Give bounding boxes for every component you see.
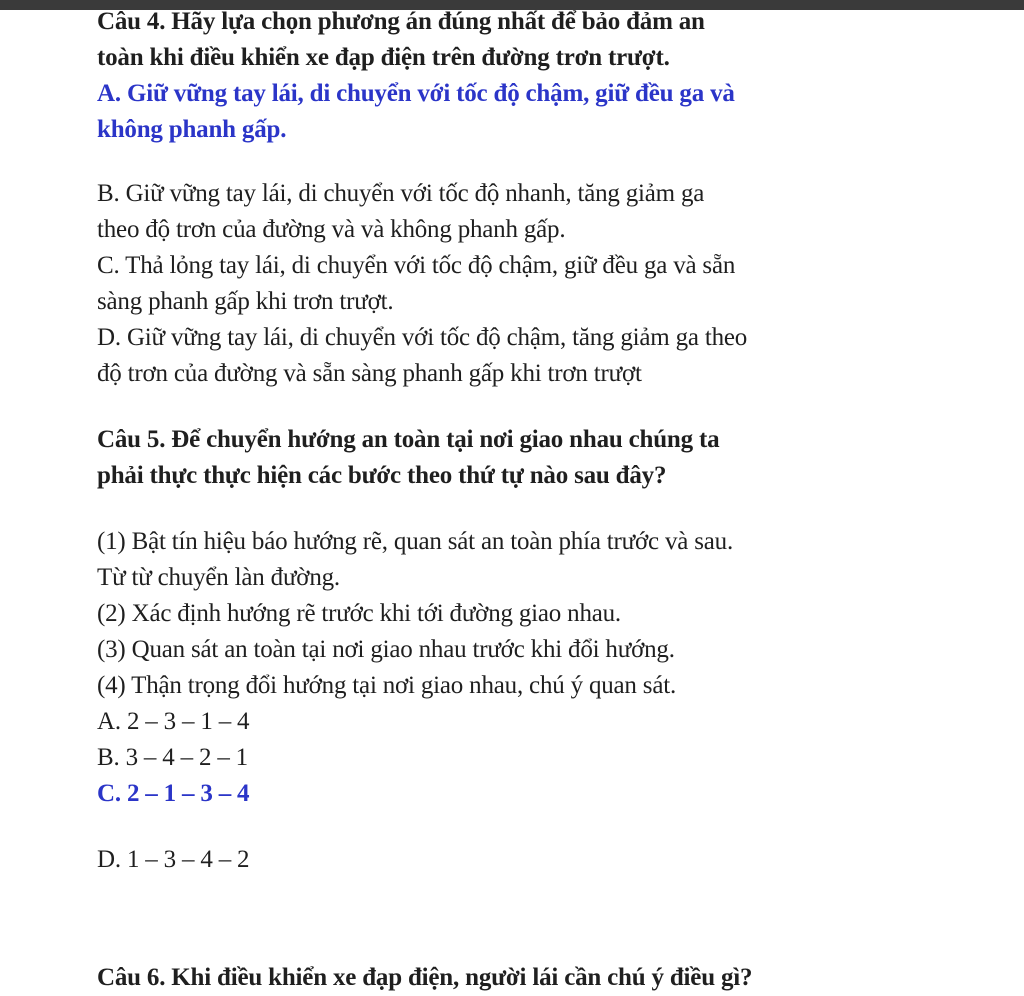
q4-option-b-line1: B. Giữ vững tay lái, di chuyển với tốc độ nhanh, tăng giảm ga (97, 180, 705, 207)
q4-option-c-line1: C. Thả lỏng tay lái, di chuyển với tốc độ chậm, giữ đều ga và sẵn (97, 252, 736, 279)
q5-question-line2: phải thực thực hiện các bước theo thứ tự nào sau đây? (97, 462, 667, 489)
q5-step1-line1: (1) Bật tín hiệu báo hướng rẽ, quan sát an toàn phía trước và sau. (97, 528, 733, 555)
q5-step4: (4) Thận trọng đổi hướng tại nơi giao nhau, chú ý quan sát. (97, 672, 677, 699)
q5-option-a: A. 2 – 3 – 1 – 4 (97, 708, 250, 735)
q4-option-a-line2: không phanh gấp. (97, 116, 287, 143)
q4-option-d-line1: D. Giữ vững tay lái, di chuyển với tốc độ chậm, tăng giảm ga theo (97, 324, 748, 351)
q4-question-line2: toàn khi điều khiển xe đạp điện trên đường trơn trượt. (97, 44, 670, 71)
q5-option-c: C. 2 – 1 – 3 – 4 (97, 780, 250, 807)
q5-option-d: D. 1 – 3 – 4 – 2 (97, 846, 250, 873)
q4-option-c-line2: sàng phanh gấp khi trơn trượt. (97, 288, 394, 315)
next-question-partial (97, 964, 977, 996)
q5-question-line1: Câu 5. Để chuyển hướng an toàn tại nơi giao nhau chúng ta (97, 426, 720, 453)
q5-option-b: B. 3 – 4 – 2 – 1 (97, 744, 248, 771)
q4-option-d-line2: độ trơn của đường và sẵn sàng phanh gấp khi trơn trượt (97, 360, 642, 387)
q4-option-b-line2: theo độ trơn của đường và và không phanh gấp. (97, 216, 566, 243)
q5-step2: (2) Xác định hướng rẽ trước khi tới đường giao nhau. (97, 600, 621, 627)
document-page (97, 4, 977, 878)
q6-partial-line: Câu 6. Khi điều khiển xe đạp điện, người lái cần chú ý điều gì? (97, 964, 753, 991)
q5-step1-line2: Từ từ chuyển làn đường. (97, 564, 340, 591)
q4-option-a-line1: A. Giữ vững tay lái, di chuyển với tốc độ chậm, giữ đều ga và (97, 80, 735, 107)
q4-question-line1: Câu 4. Hãy lựa chọn phương án đúng nhất để bảo đảm an (97, 8, 705, 35)
q5-step3: (3) Quan sát an toàn tại nơi giao nhau trước khi đổi hướng. (97, 636, 675, 663)
